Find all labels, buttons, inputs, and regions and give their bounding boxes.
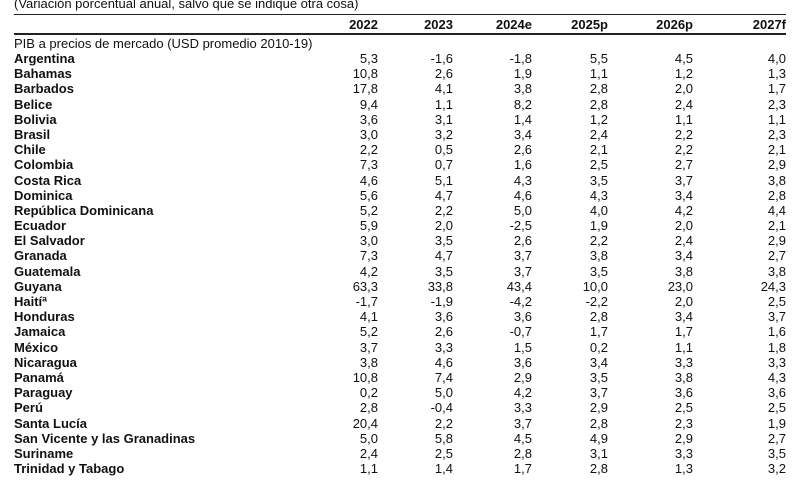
table-row <box>0 51 800 66</box>
country-name: Perú <box>14 400 43 416</box>
top-rule <box>14 14 786 15</box>
country-name: Belice <box>14 96 53 112</box>
value-cell-2024e: 2,6 <box>513 142 532 158</box>
country-name: México <box>14 339 59 355</box>
country-name: Paraguay <box>14 385 73 401</box>
country-name: Brasil <box>14 126 51 142</box>
value-cell-2025p: 5,5 <box>589 51 608 66</box>
value-cell-2026p: 2,7 <box>674 157 693 173</box>
table-row <box>0 385 800 400</box>
value-cell-2025p: 3,5 <box>589 263 608 279</box>
value-cell-2026p: 2,0 <box>674 81 693 97</box>
value-cell-2025p: 2,1 <box>589 142 608 158</box>
table-row <box>0 81 800 96</box>
country-name: Barbados <box>14 81 74 97</box>
value-cell-2023: 5,8 <box>434 430 453 446</box>
country-name: Honduras <box>14 309 75 325</box>
value-cell-2023: -1,6 <box>430 51 453 66</box>
value-cell-2023: 0,7 <box>434 157 453 173</box>
value-cell-2023: 2,0 <box>434 218 453 234</box>
value-cell-2026p: 3,3 <box>674 445 693 461</box>
value-cell-2023: 3,5 <box>434 233 453 249</box>
table-row <box>0 188 800 203</box>
value-cell-2026p: 2,2 <box>674 126 693 142</box>
column-header-2026p: 2026p <box>656 17 693 32</box>
table-row <box>0 112 800 127</box>
value-cell-2027f: 3,7 <box>767 309 786 325</box>
value-cell-2024e: 4,2 <box>513 385 532 401</box>
value-cell-2024e: -1,8 <box>509 51 532 66</box>
table-row <box>0 431 800 446</box>
value-cell-2024e: -0,7 <box>509 324 532 340</box>
country-name: Chile <box>14 142 46 158</box>
country-name: Argentina <box>14 51 75 66</box>
table-row <box>0 340 800 355</box>
country-name: Trinidad y Tabago <box>14 461 125 477</box>
country-name: Bahamas <box>14 66 72 82</box>
value-cell-2023: 4,7 <box>434 187 453 203</box>
value-cell-2024e: 1,5 <box>513 339 532 355</box>
value-cell-2023: 4,6 <box>434 354 453 370</box>
value-cell-2027f: 3,8 <box>767 263 786 279</box>
table-row <box>0 127 800 142</box>
country-name: Haitíª <box>14 294 47 309</box>
value-cell-2023: -1,9 <box>430 294 453 309</box>
value-cell-2024e: 1,4 <box>513 111 532 127</box>
country-name: Ecuador <box>14 218 67 234</box>
value-cell-2027f: 1,3 <box>767 66 786 82</box>
value-cell-2026p: 3,6 <box>674 385 693 401</box>
value-cell-2026p: 3,8 <box>674 369 693 385</box>
value-cell-2024e: 2,9 <box>513 369 532 385</box>
value-cell-2026p: 23,0 <box>667 278 693 294</box>
value-cell-2027f: 2,7 <box>767 430 786 446</box>
value-cell-2022: 20,4 <box>352 415 378 431</box>
country-name: Santa Lucía <box>14 415 87 431</box>
value-cell-2026p: 3,3 <box>674 354 693 370</box>
value-cell-2022: 0,2 <box>359 385 378 401</box>
value-cell-2027f: 2,3 <box>767 126 786 142</box>
table-row <box>0 324 800 339</box>
value-cell-2027f: 2,9 <box>767 157 786 173</box>
value-cell-2022: 7,3 <box>359 248 378 264</box>
value-cell-2025p: 1,1 <box>589 66 608 82</box>
value-cell-2023: 7,4 <box>434 369 453 385</box>
value-cell-2023: 5,1 <box>434 172 453 188</box>
table-body <box>0 51 800 476</box>
value-cell-2023: 1,4 <box>434 461 453 477</box>
country-name: El Salvador <box>14 233 85 249</box>
value-cell-2023: 4,1 <box>434 81 453 97</box>
value-cell-2026p: 2,5 <box>674 400 693 416</box>
value-cell-2025p: 2,8 <box>589 96 608 112</box>
table-row <box>0 264 800 279</box>
country-name: República Dominicana <box>14 202 154 218</box>
value-cell-2022: 17,8 <box>352 81 378 97</box>
value-cell-2023: -0,4 <box>430 400 453 416</box>
country-name: Granada <box>14 248 67 264</box>
value-cell-2023: 2,2 <box>434 415 453 431</box>
value-cell-2022: 10,8 <box>352 369 378 385</box>
value-cell-2026p: 2,3 <box>674 415 693 431</box>
value-cell-2022: 2,4 <box>359 445 378 461</box>
value-cell-2024e: -2,5 <box>509 218 532 234</box>
value-cell-2023: 33,8 <box>427 278 453 294</box>
value-cell-2027f: 2,5 <box>767 294 786 309</box>
value-cell-2024e: 3,6 <box>513 354 532 370</box>
table-row <box>0 279 800 294</box>
value-cell-2027f: 2,1 <box>767 142 786 158</box>
value-cell-2024e: 8,2 <box>513 96 532 112</box>
table-row <box>0 416 800 431</box>
value-cell-2025p: 1,7 <box>589 324 608 340</box>
value-cell-2026p: 1,3 <box>674 461 693 477</box>
value-cell-2022: 4,1 <box>359 309 378 325</box>
value-cell-2026p: 2,9 <box>674 430 693 446</box>
value-cell-2025p: 4,0 <box>589 202 608 218</box>
value-cell-2025p: 2,4 <box>589 126 608 142</box>
value-cell-2027f: 4,3 <box>767 369 786 385</box>
value-cell-2022: 3,0 <box>359 233 378 249</box>
value-cell-2025p: 2,5 <box>589 157 608 173</box>
value-cell-2027f: 2,5 <box>767 400 786 416</box>
table-row <box>0 370 800 385</box>
value-cell-2027f: 1,1 <box>767 111 786 127</box>
value-cell-2024e: 3,7 <box>513 263 532 279</box>
value-cell-2027f: 2,1 <box>767 218 786 234</box>
country-name: Costa Rica <box>14 172 82 188</box>
country-name: Panamá <box>14 369 64 385</box>
value-cell-2022: 4,2 <box>359 263 378 279</box>
value-cell-2024e: 3,6 <box>513 309 532 325</box>
value-cell-2024e: 1,7 <box>513 461 532 477</box>
value-cell-2024e: 3,4 <box>513 126 532 142</box>
column-header-2023: 2023 <box>424 17 453 32</box>
table-row <box>0 233 800 248</box>
column-header-2025p: 2025p <box>571 17 608 32</box>
value-cell-2022: 63,3 <box>352 278 378 294</box>
value-cell-2025p: 3,8 <box>589 248 608 264</box>
table-row <box>0 203 800 218</box>
value-cell-2027f: 2,3 <box>767 96 786 112</box>
value-cell-2022: 10,8 <box>352 66 378 82</box>
value-cell-2027f: 2,7 <box>767 248 786 264</box>
value-cell-2023: 3,2 <box>434 126 453 142</box>
value-cell-2027f: 1,6 <box>767 324 786 340</box>
value-cell-2027f: 1,8 <box>767 339 786 355</box>
value-cell-2022: 3,7 <box>359 339 378 355</box>
value-cell-2024e: 3,7 <box>513 248 532 264</box>
value-cell-2024e: 5,0 <box>513 202 532 218</box>
value-cell-2024e: 3,8 <box>513 81 532 97</box>
table-row <box>0 400 800 415</box>
table-row <box>0 173 800 188</box>
value-cell-2023: 1,1 <box>434 96 453 112</box>
country-name: Jamaica <box>14 324 66 340</box>
value-cell-2023: 3,6 <box>434 309 453 325</box>
country-name: Nicaragua <box>14 354 77 370</box>
value-cell-2024e: 4,3 <box>513 172 532 188</box>
value-cell-2026p: 2,4 <box>674 233 693 249</box>
value-cell-2022: 1,1 <box>359 461 378 477</box>
value-cell-2025p: 3,7 <box>589 385 608 401</box>
value-cell-2023: 3,5 <box>434 263 453 279</box>
header-rule <box>14 33 786 35</box>
value-cell-2026p: 3,4 <box>674 248 693 264</box>
value-cell-2026p: 1,2 <box>674 66 693 82</box>
value-cell-2026p: 2,4 <box>674 96 693 112</box>
value-cell-2025p: 1,9 <box>589 218 608 234</box>
country-name: Dominica <box>14 187 73 203</box>
value-cell-2023: 5,0 <box>434 385 453 401</box>
section-label: PIB a precios de mercado (USD promedio 2010-19) <box>14 36 313 51</box>
value-cell-2027f: 2,9 <box>767 233 786 249</box>
table-row <box>0 294 800 309</box>
value-cell-2025p: 3,1 <box>589 445 608 461</box>
table-row <box>0 461 800 476</box>
value-cell-2022: 4,6 <box>359 172 378 188</box>
value-cell-2022: 5,2 <box>359 324 378 340</box>
value-cell-2026p: 4,5 <box>674 51 693 66</box>
value-cell-2022: 5,3 <box>359 51 378 66</box>
column-header-2024e: 2024e <box>495 17 532 32</box>
value-cell-2025p: 2,8 <box>589 309 608 325</box>
value-cell-2026p: 1,1 <box>674 339 693 355</box>
value-cell-2024e: 1,9 <box>513 66 532 82</box>
value-cell-2024e: 2,6 <box>513 233 532 249</box>
value-cell-2024e: 4,6 <box>513 187 532 203</box>
value-cell-2022: 5,2 <box>359 202 378 218</box>
value-cell-2027f: 3,5 <box>767 445 786 461</box>
table-row <box>0 248 800 263</box>
table-row <box>0 142 800 157</box>
value-cell-2025p: 3,5 <box>589 369 608 385</box>
value-cell-2027f: 4,0 <box>767 51 786 66</box>
value-cell-2027f: 1,7 <box>767 81 786 97</box>
value-cell-2022: 3,6 <box>359 111 378 127</box>
value-cell-2027f: 24,3 <box>760 278 786 294</box>
value-cell-2025p: 2,9 <box>589 400 608 416</box>
value-cell-2027f: 2,8 <box>767 187 786 203</box>
value-cell-2022: 2,8 <box>359 400 378 416</box>
value-cell-2022: 5,6 <box>359 187 378 203</box>
value-cell-2026p: 4,2 <box>674 202 693 218</box>
value-cell-2025p: 3,4 <box>589 354 608 370</box>
value-cell-2024e: 3,3 <box>513 400 532 416</box>
value-cell-2022: -1,7 <box>355 294 378 309</box>
value-cell-2024e: 1,6 <box>513 157 532 173</box>
value-cell-2023: 2,6 <box>434 66 453 82</box>
column-header-2022: 2022 <box>349 17 378 32</box>
value-cell-2023: 2,6 <box>434 324 453 340</box>
value-cell-2025p: 10,0 <box>582 278 608 294</box>
value-cell-2026p: 1,1 <box>674 111 693 127</box>
value-cell-2025p: 3,5 <box>589 172 608 188</box>
value-cell-2025p: 2,8 <box>589 81 608 97</box>
value-cell-2026p: 3,4 <box>674 309 693 325</box>
value-cell-2022: 3,0 <box>359 126 378 142</box>
value-cell-2025p: 4,3 <box>589 187 608 203</box>
value-cell-2025p: -2,2 <box>585 294 608 309</box>
value-cell-2027f: 3,3 <box>767 354 786 370</box>
value-cell-2023: 2,2 <box>434 202 453 218</box>
table-row <box>0 309 800 324</box>
value-cell-2024e: 2,8 <box>513 445 532 461</box>
value-cell-2025p: 2,8 <box>589 461 608 477</box>
value-cell-2025p: 0,2 <box>589 339 608 355</box>
country-name: Guyana <box>14 278 62 294</box>
value-cell-2024e: 43,4 <box>506 278 532 294</box>
value-cell-2023: 3,3 <box>434 339 453 355</box>
column-header-2027f: 2027f <box>752 17 786 32</box>
value-cell-2022: 5,9 <box>359 218 378 234</box>
country-name: Colombia <box>14 157 74 173</box>
value-cell-2025p: 2,8 <box>589 415 608 431</box>
value-cell-2022: 5,0 <box>359 430 378 446</box>
country-name: Bolivia <box>14 111 57 127</box>
table-row <box>0 66 800 81</box>
value-cell-2022: 3,8 <box>359 354 378 370</box>
table-row <box>0 157 800 172</box>
value-cell-2024e: -4,2 <box>509 294 532 309</box>
value-cell-2023: 2,5 <box>434 445 453 461</box>
country-name: Suriname <box>14 445 74 461</box>
table-row <box>0 218 800 233</box>
table-row <box>0 446 800 461</box>
value-cell-2022: 9,4 <box>359 96 378 112</box>
value-cell-2022: 2,2 <box>359 142 378 158</box>
value-cell-2027f: 1,9 <box>767 415 786 431</box>
value-cell-2026p: 2,0 <box>674 294 693 309</box>
value-cell-2027f: 3,6 <box>767 385 786 401</box>
value-cell-2027f: 4,4 <box>767 202 786 218</box>
value-cell-2025p: 2,2 <box>589 233 608 249</box>
table-row <box>0 97 800 112</box>
value-cell-2026p: 3,4 <box>674 187 693 203</box>
value-cell-2027f: 3,2 <box>767 461 786 477</box>
value-cell-2025p: 1,2 <box>589 111 608 127</box>
value-cell-2026p: 3,7 <box>674 172 693 188</box>
value-cell-2022: 7,3 <box>359 157 378 173</box>
value-cell-2026p: 2,2 <box>674 142 693 158</box>
value-cell-2023: 3,1 <box>434 111 453 127</box>
value-cell-2025p: 4,9 <box>589 430 608 446</box>
table-row <box>0 355 800 370</box>
value-cell-2027f: 3,8 <box>767 172 786 188</box>
value-cell-2024e: 4,5 <box>513 430 532 446</box>
value-cell-2023: 4,7 <box>434 248 453 264</box>
value-cell-2024e: 3,7 <box>513 415 532 431</box>
table-subtitle: (Variación porcentual anual, salvo que se indique otra cosa) <box>14 0 359 11</box>
value-cell-2026p: 1,7 <box>674 324 693 340</box>
value-cell-2026p: 2,0 <box>674 218 693 234</box>
country-name: San Vicente y las Granadinas <box>14 430 196 446</box>
country-name: Guatemala <box>14 263 81 279</box>
value-cell-2026p: 3,8 <box>674 263 693 279</box>
value-cell-2023: 0,5 <box>434 142 453 158</box>
